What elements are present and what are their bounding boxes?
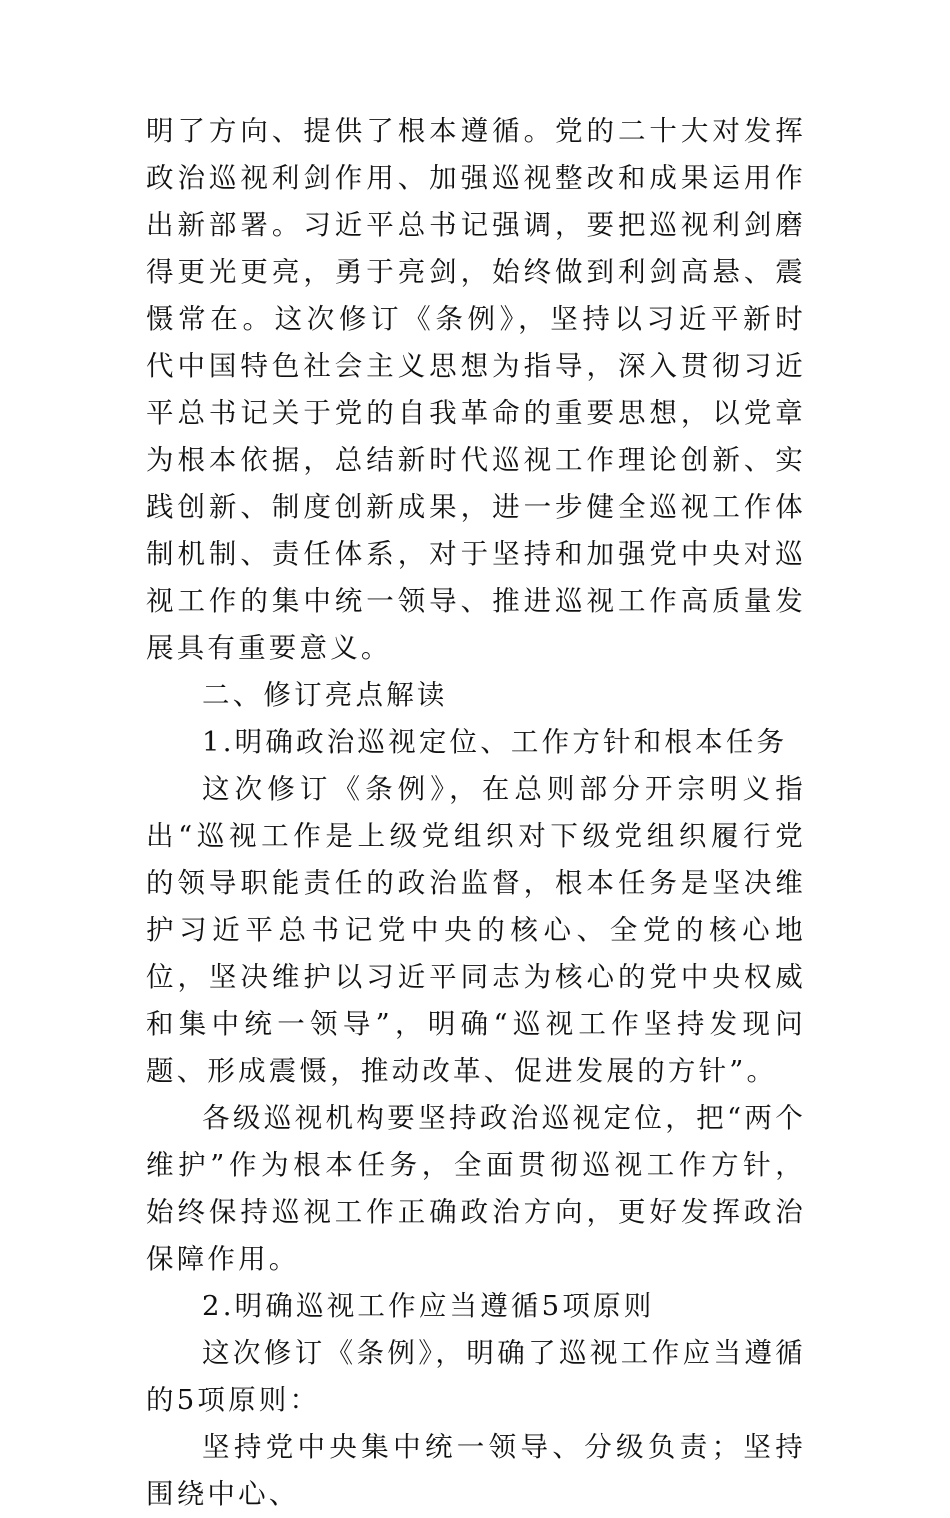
body-paragraph: 这次修订《条例》，明确了巡视工作应当遵循的5项原则： — [146, 1337, 806, 1416]
body-paragraph: 这次修订《条例》，在总则部分开宗明义指出“巡视工作是上级党组织对下级党组织履行党的领导职能责任的政治监督，根本任务是坚决维护习近平总书记党中央的核心、全党的核心地位，坚决维护以习近平同志为核心的党中央权威和集中统一领导”，明确“巡视工作坚持发现问题、形成震慑，推动改革、促进发展的方针”。 — [146, 773, 806, 1087]
document-body — [146, 108, 806, 1518]
subheading-2: 2.明确巡视工作应当遵循5项原则 — [202, 1290, 655, 1322]
subheading-1: 1.明确政治巡视定位、工作方针和根本任务 — [202, 726, 788, 758]
body-paragraph-continued: 明了方向、提供了根本遵循。党的二十大对发挥政治巡视利剑作用、加强巡视整改和成果运用作出新部署。习近平总书记强调，要把巡视利剑磨得更光更亮，勇于亮剑，始终做到利剑高悬、震慑常在。这次修订《条例》，坚持以习近平新时代中国特色社会主义思想为指导，深入贯彻习近平总书记关于党的自我革命的重要思想，以党章为根本依据，总结新时代巡视工作理论创新、实践创新、制度创新成果，进一步健全巡视工作体制机制、责任体系，对于坚持和加强党中央对巡视工作的集中统一领导、推进巡视工作高质量发展具有重要意义。 — [146, 115, 806, 664]
section-heading: 二、修订亮点解读 — [202, 679, 448, 711]
body-paragraph: 各级巡视机构要坚持政治巡视定位，把“两个维护”作为根本任务，全面贯彻巡视工作方针，始终保持巡视工作正确政治方向，更好发挥政治保障作用。 — [146, 1102, 806, 1275]
body-paragraph: 坚持党中央集中统一领导、分级负责；坚持围绕中心、 — [146, 1431, 806, 1510]
